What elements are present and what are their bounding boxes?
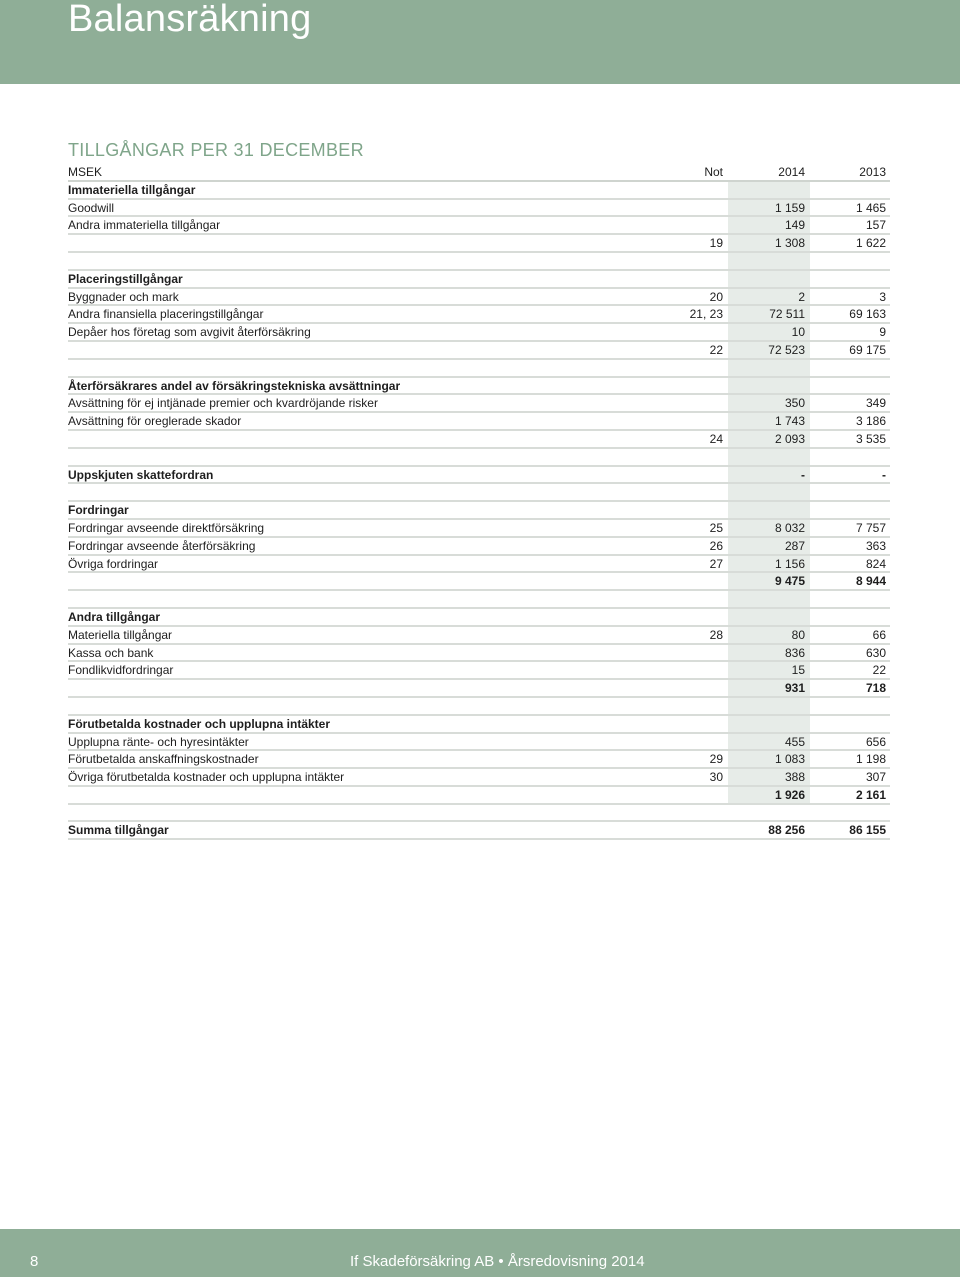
value-2014: 1 308 bbox=[774, 236, 805, 251]
row-label: Goodwill bbox=[68, 200, 115, 215]
value-2013: 69 175 bbox=[849, 342, 886, 357]
row-note: 30 bbox=[709, 770, 723, 785]
spacer-row bbox=[68, 449, 890, 467]
value-2013: 66 bbox=[872, 627, 886, 642]
table-row bbox=[68, 342, 890, 360]
table-row bbox=[68, 217, 890, 235]
row-label: Placeringstillgångar bbox=[68, 271, 183, 286]
value-2013: 363 bbox=[865, 538, 886, 553]
table-row bbox=[68, 556, 890, 574]
row-note: 21, 23 bbox=[689, 307, 723, 322]
table-row bbox=[68, 822, 890, 840]
value-2013: 718 bbox=[865, 681, 886, 696]
row-label: Fordringar avseende återförsäkring bbox=[68, 538, 256, 553]
table-row bbox=[68, 520, 890, 538]
table-row bbox=[68, 289, 890, 307]
table-row bbox=[68, 431, 890, 449]
value-2014: 836 bbox=[784, 645, 805, 660]
row-label: Kassa och bank bbox=[68, 645, 154, 660]
value-2014: 931 bbox=[784, 681, 805, 696]
table-row bbox=[68, 662, 890, 680]
table-row bbox=[68, 680, 890, 698]
value-2013: - bbox=[882, 467, 886, 482]
spacer-row bbox=[68, 698, 890, 716]
table-row bbox=[68, 538, 890, 556]
table-row bbox=[68, 787, 890, 805]
value-2013: 3 186 bbox=[855, 414, 886, 429]
spacer-row bbox=[68, 484, 890, 502]
row-label: Avsättning för ej intjänade premier och kvardröjande risker bbox=[68, 396, 378, 411]
page-number: 8 bbox=[30, 1253, 39, 1270]
row-label: Avsättning för oreglerade skador bbox=[68, 414, 242, 429]
row-label: Andra finansiella placeringstillgångar bbox=[68, 307, 264, 322]
row-label: Byggnader och mark bbox=[68, 289, 179, 304]
value-2014: 388 bbox=[784, 770, 805, 785]
row-label: Fondlikvidfordringar bbox=[68, 663, 174, 678]
value-2013: 86 155 bbox=[849, 823, 886, 838]
table-row bbox=[68, 235, 890, 253]
value-2013: 1 622 bbox=[855, 236, 886, 251]
value-2014: 1 083 bbox=[774, 752, 805, 767]
value-2014: 9 475 bbox=[774, 574, 805, 589]
spacer-row bbox=[68, 253, 890, 271]
row-label: Förutbetalda kostnader och upplupna intäkter bbox=[68, 716, 331, 731]
value-2014: 72 511 bbox=[769, 307, 805, 322]
table-row bbox=[68, 324, 890, 342]
value-2014: 88 256 bbox=[768, 823, 805, 838]
table-row bbox=[68, 200, 890, 218]
column-header-2014: 2014 bbox=[778, 165, 805, 179]
row-note: 25 bbox=[709, 520, 723, 535]
value-2014: 1 743 bbox=[774, 414, 805, 429]
row-label: Förutbetalda anskaffningskostnader bbox=[68, 752, 259, 767]
table-row bbox=[68, 182, 890, 200]
table-row bbox=[68, 751, 890, 769]
value-2013: 3 535 bbox=[855, 431, 886, 446]
table-row bbox=[68, 395, 890, 413]
value-2014: 10 bbox=[791, 325, 805, 340]
spacer-row bbox=[68, 591, 890, 609]
column-header-msek: MSEK bbox=[68, 165, 103, 179]
value-2013: 2 161 bbox=[855, 787, 886, 802]
row-label: Fordringar avseende direktförsäkring bbox=[68, 520, 265, 535]
value-2014: 1 156 bbox=[774, 556, 805, 571]
value-2014: 1 159 bbox=[774, 200, 805, 215]
value-2013: 7 757 bbox=[855, 520, 886, 535]
value-2014: 15 bbox=[791, 663, 805, 678]
row-note: 20 bbox=[709, 289, 723, 304]
row-label: Uppskjuten skattefordran bbox=[68, 467, 214, 482]
page-title: Balansräkning bbox=[68, 0, 312, 40]
row-note: 27 bbox=[709, 556, 723, 571]
value-2014: 350 bbox=[784, 396, 805, 411]
value-2013: 8 944 bbox=[855, 574, 886, 589]
table-body bbox=[68, 182, 890, 840]
spacer-row bbox=[68, 360, 890, 378]
row-note: 28 bbox=[709, 627, 723, 642]
value-2014: 455 bbox=[784, 734, 805, 749]
row-note: 19 bbox=[709, 236, 723, 251]
value-2014: 2 bbox=[798, 289, 805, 304]
value-2014: 80 bbox=[791, 627, 805, 642]
value-2013: 9 bbox=[879, 325, 886, 340]
value-2014: 2 093 bbox=[774, 431, 805, 446]
row-label: Fordringar bbox=[68, 503, 129, 518]
section-title: TILLGÅNGAR PER 31 DECEMBER bbox=[68, 140, 364, 160]
table-row bbox=[68, 769, 890, 787]
table-row bbox=[68, 716, 890, 734]
footer-text: If Skadeförsäkring AB • Årsredovisning 2014 bbox=[350, 1253, 645, 1270]
row-note: 26 bbox=[709, 538, 723, 553]
value-2014: 1 926 bbox=[774, 787, 805, 802]
value-2013: 1 465 bbox=[855, 200, 886, 215]
value-2014: 149 bbox=[784, 218, 805, 233]
column-header-note: Not bbox=[704, 165, 723, 179]
table-row bbox=[68, 609, 890, 627]
table-header-row bbox=[68, 164, 890, 182]
table-row bbox=[68, 734, 890, 752]
table-row bbox=[68, 467, 890, 485]
table-row bbox=[68, 378, 890, 396]
value-2013: 307 bbox=[865, 770, 886, 785]
table-row bbox=[68, 271, 890, 289]
value-2013: 630 bbox=[865, 645, 886, 660]
row-label: Depåer hos företag som avgivit återförsäkring bbox=[68, 325, 311, 340]
spacer-row bbox=[68, 805, 890, 823]
row-label: Andra tillgångar bbox=[68, 609, 161, 624]
value-2013: 69 163 bbox=[849, 307, 886, 322]
value-2013: 349 bbox=[865, 396, 886, 411]
row-note: 29 bbox=[709, 752, 723, 767]
value-2013: 824 bbox=[865, 556, 886, 571]
value-2014: 8 032 bbox=[774, 520, 805, 535]
row-label: Immateriella tillgångar bbox=[68, 182, 196, 197]
row-label: Upplupna ränte- och hyresintäkter bbox=[68, 734, 249, 749]
row-label: Övriga förutbetalda kostnader och upplupna intäkter bbox=[68, 770, 345, 785]
value-2013: 1 198 bbox=[855, 752, 886, 767]
row-label: Materiella tillgångar bbox=[68, 627, 173, 642]
table-row bbox=[68, 645, 890, 663]
value-2013: 157 bbox=[865, 218, 886, 233]
value-2013: 22 bbox=[872, 663, 886, 678]
row-label: Summa tillgångar bbox=[68, 823, 169, 838]
table-row bbox=[68, 627, 890, 645]
row-label: Andra immateriella tillgångar bbox=[68, 218, 221, 233]
footer-band bbox=[0, 1229, 960, 1277]
row-label: Återförsäkrares andel av försäkringstekniska avsättningar bbox=[68, 378, 401, 393]
value-2013: 3 bbox=[879, 289, 886, 304]
table-row bbox=[68, 306, 890, 324]
value-2014: - bbox=[801, 467, 805, 482]
value-2014: 72 523 bbox=[768, 342, 805, 357]
table-row bbox=[68, 413, 890, 431]
table-row bbox=[68, 502, 890, 520]
row-label: Övriga fordringar bbox=[68, 556, 159, 571]
row-note: 24 bbox=[709, 431, 723, 446]
column-header-2013: 2013 bbox=[859, 165, 886, 179]
balance-sheet-table bbox=[68, 164, 890, 840]
table-row bbox=[68, 573, 890, 591]
row-note: 22 bbox=[709, 342, 723, 357]
header-band bbox=[0, 0, 960, 84]
value-2014: 287 bbox=[784, 538, 805, 553]
value-2013: 656 bbox=[865, 734, 886, 749]
